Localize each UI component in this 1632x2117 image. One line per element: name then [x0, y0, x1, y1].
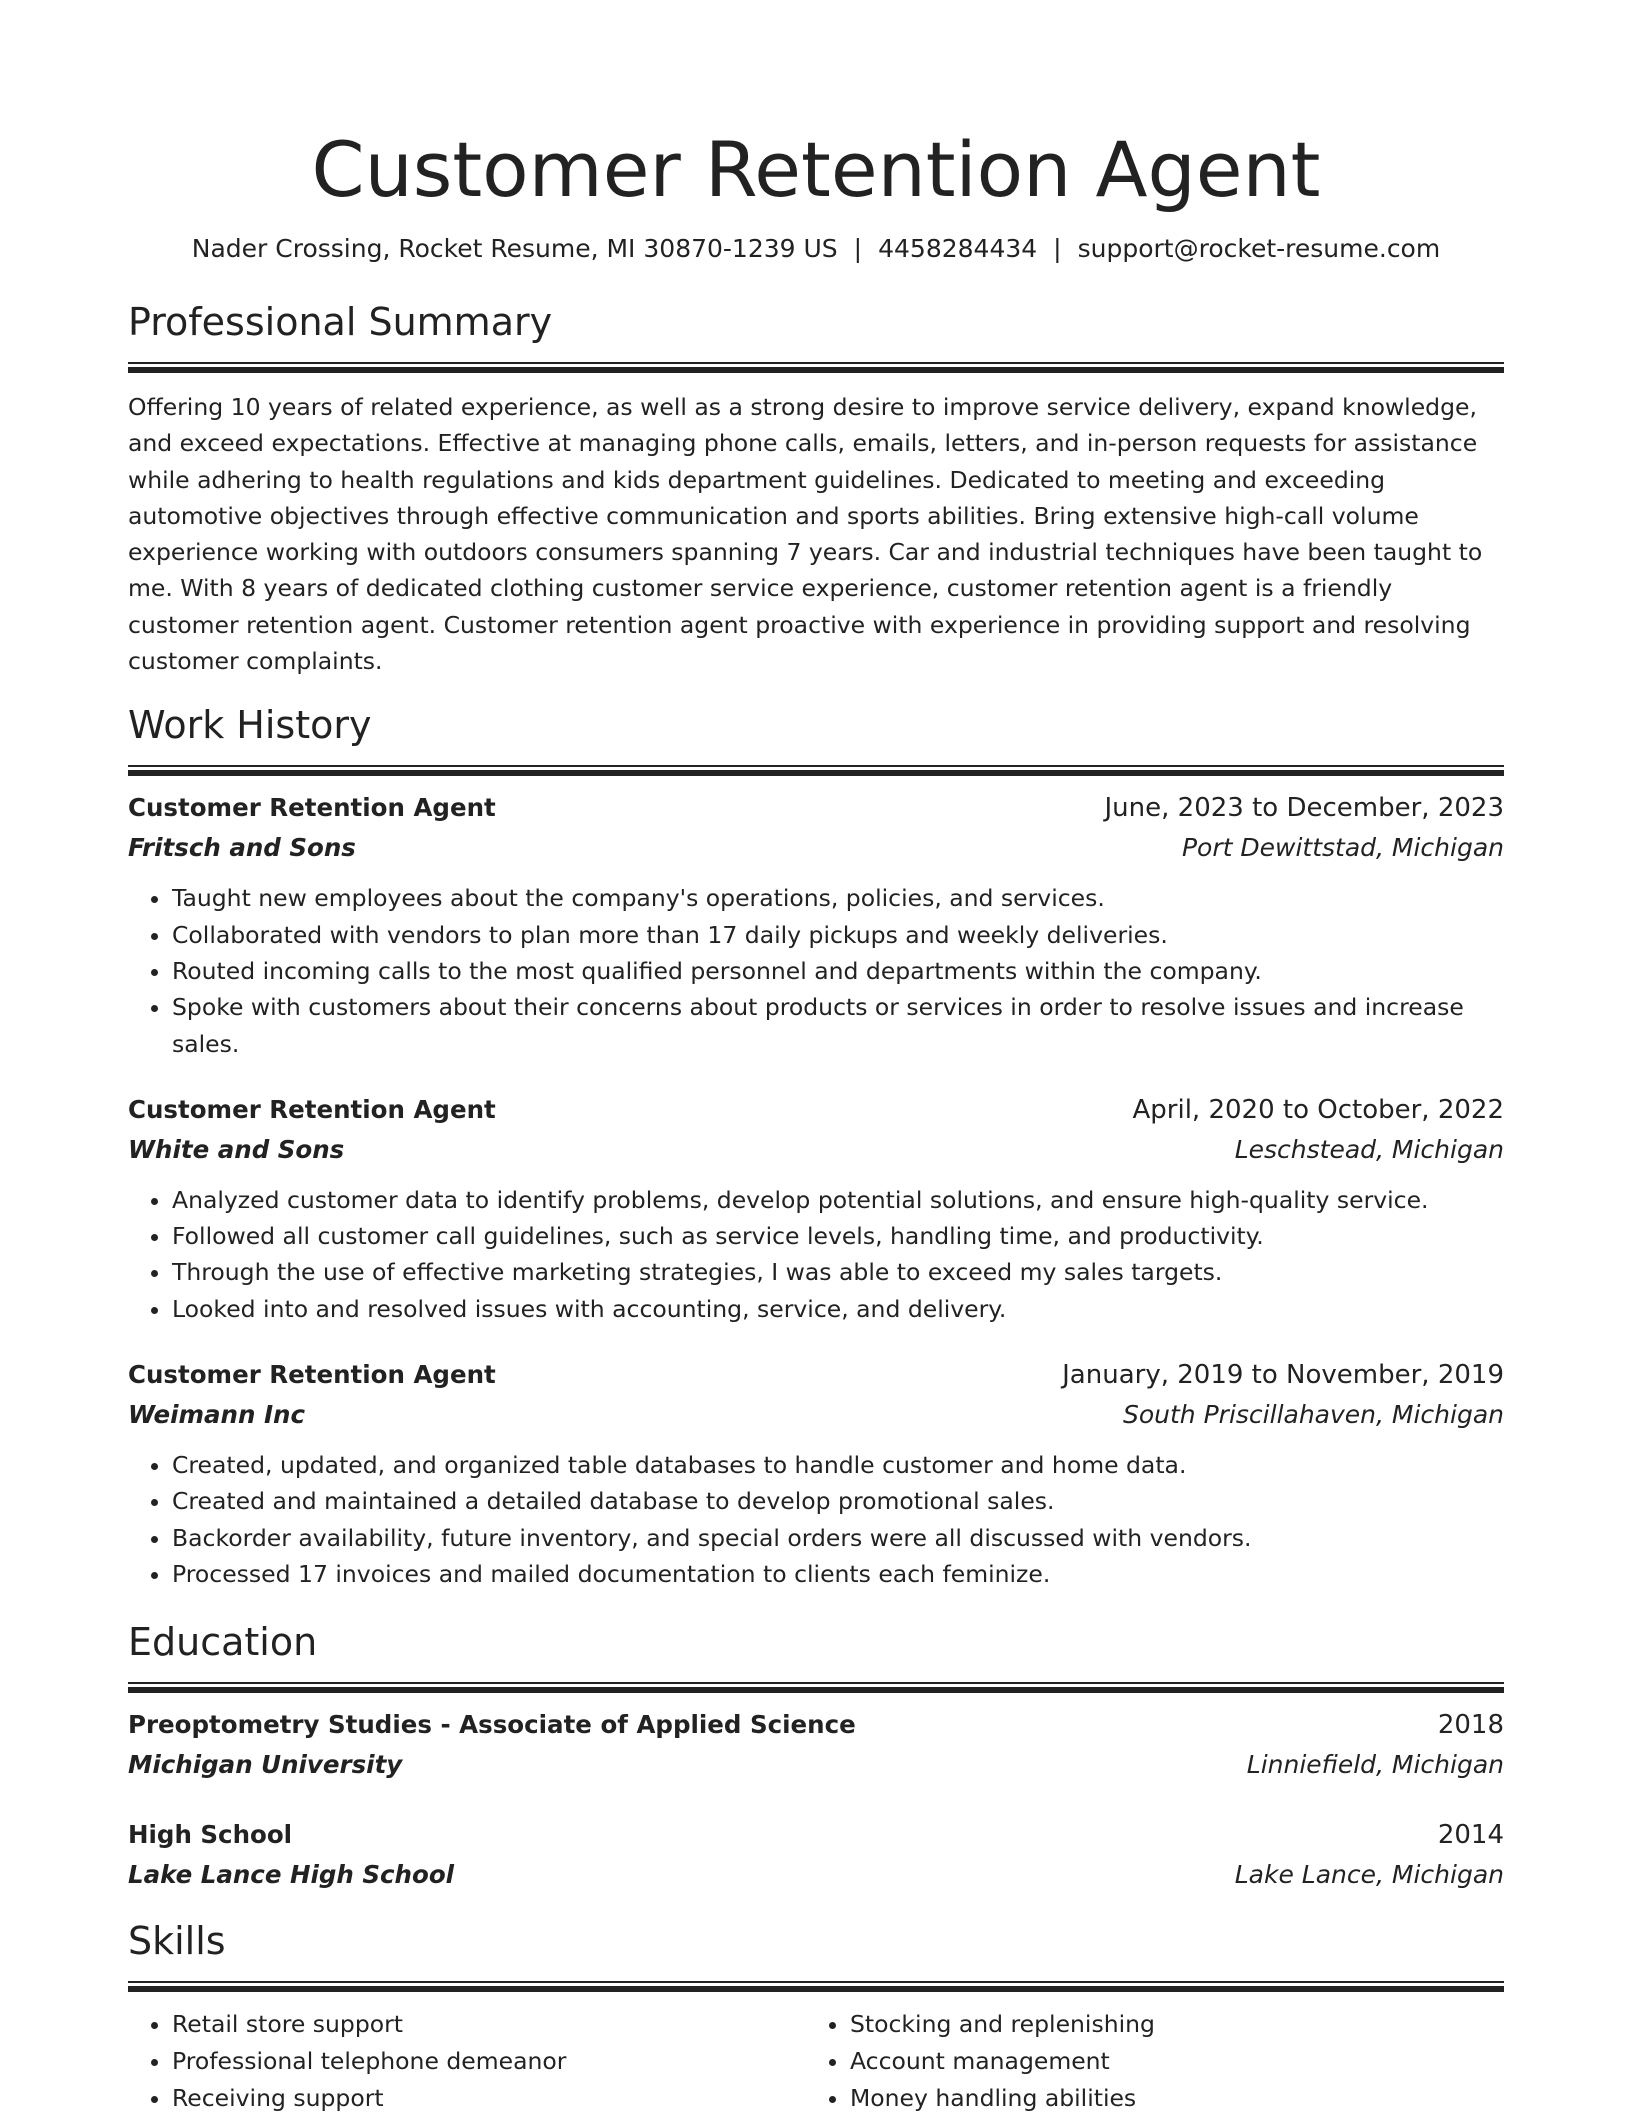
- job-entry: [128, 1090, 1504, 1327]
- education-header-row: [128, 1815, 1504, 1855]
- education-location: Lake Lance, Michigan: [1234, 1860, 1504, 1890]
- education-school: Lake Lance High School: [128, 1860, 455, 1890]
- job-bullet: • Followed all customer call guidelines, such as service levels, handling time, and productivity.: [172, 1218, 1504, 1254]
- job-bullet: • Created and maintained a detailed database to develop promotional sales.: [172, 1483, 1504, 1519]
- education-school: Michigan University: [128, 1750, 403, 1780]
- skill-item: • Retail store support: [172, 2006, 806, 2043]
- job-header-row: [128, 788, 1504, 828]
- section-title-skills: Skills: [128, 1919, 226, 1964]
- skill-item: • Professional telephone demeanor: [172, 2043, 806, 2080]
- job-role: Customer Retention Agent: [128, 1360, 496, 1390]
- contact-email: support@rocket-resume.com: [1077, 234, 1441, 263]
- education-degree: High School: [128, 1820, 293, 1850]
- education-entry: [128, 1815, 1504, 1895]
- job-bullet: • Spoke with customers about their concerns about products or services in order to resolve issues and increase sales.: [172, 989, 1504, 1062]
- education-school-row: [128, 1745, 1504, 1785]
- skills-list-left: [128, 2006, 806, 2117]
- skill-item: • Receiving support: [172, 2080, 806, 2117]
- job-role: Customer Retention Agent: [128, 1094, 496, 1124]
- resume-name: Customer Retention Agent: [311, 125, 1321, 214]
- education-school-row: [128, 1855, 1504, 1895]
- job-company-row: [128, 828, 1504, 868]
- job-location: Leschstead, Michigan: [1234, 1134, 1504, 1164]
- skills-section: [128, 1915, 1504, 2117]
- job-company: White and Sons: [128, 1134, 345, 1164]
- job-location: Port Dewittstad, Michigan: [1181, 833, 1504, 863]
- contact-phone: 4458284434: [878, 234, 1038, 263]
- job-bullets: [128, 1182, 1504, 1327]
- job-dates: June, 2023 to December, 2023: [1104, 793, 1504, 824]
- section-title-summary: Professional Summary: [128, 300, 553, 344]
- contact-line: [128, 232, 1504, 266]
- job-company: Weimann Inc: [128, 1400, 306, 1430]
- job-location: South Priscillahaven, Michigan: [1123, 1400, 1504, 1430]
- skills-list-right: [806, 2006, 1484, 2117]
- section-divider: [128, 765, 1504, 776]
- education-section: [128, 1616, 1504, 1895]
- job-header-row: [128, 1090, 1504, 1130]
- skill-item: • Money handling abilities: [850, 2080, 1484, 2117]
- job-bullet: • Analyzed customer data to identify problems, develop potential solutions, and ensure high-quality service.: [172, 1182, 1504, 1218]
- section-divider: [128, 1682, 1504, 1693]
- summary-section: [128, 296, 1504, 679]
- job-bullets: [128, 1447, 1504, 1592]
- job-bullet: • Created, updated, and organized table databases to handle customer and home data.: [172, 1447, 1504, 1483]
- job-bullet: • Collaborated with vendors to plan more than 17 daily pickups and weekly deliveries.: [172, 917, 1504, 953]
- job-role: Customer Retention Agent: [128, 793, 496, 823]
- job-dates: April, 2020 to October, 2022: [1132, 1094, 1504, 1125]
- job-company: Fritsch and Sons: [128, 833, 356, 863]
- contact-separator: |: [1053, 234, 1062, 263]
- education-degree: Preoptometry Studies - Associate of Applied Science: [128, 1710, 856, 1740]
- skill-item: • Stocking and replenishing: [850, 2006, 1484, 2043]
- education-year: 2018: [1437, 1710, 1504, 1741]
- job-bullet: • Processed 17 invoices and mailed documentation to clients each feminize.: [172, 1556, 1504, 1592]
- job-entry: [128, 788, 1504, 1061]
- job-entry: [128, 1355, 1504, 1592]
- job-bullet: • Routed incoming calls to the most qualified personnel and departments within the company.: [172, 953, 1504, 989]
- job-bullet: • Backorder availability, future inventory, and special orders were all discussed with vendors.: [172, 1520, 1504, 1556]
- section-title-education: Education: [128, 1620, 318, 1665]
- job-header-row: [128, 1355, 1504, 1395]
- summary-text: Offering 10 years of related experience, as well as a strong desire to improve service delivery, expand knowledge, and exceed expectations. Effective at managing phone calls, emails, letters, and in-person requests for assistance while adhering to health regulations and kids department guidelines. Dedicated to meeting and exceeding automotive objectives through effective communication and sports abilities. Bring extensive high-call volume experience working with outdoors consumers spanning 7 years. Car and industrial techniques have been taught to me. With 8 years of dedicated clothing customer service experience, customer retention agent is a friendly customer retention agent. Customer retention agent proactive with experience in providing support and resolving customer complaints.: [128, 393, 1483, 676]
- work-history-section: [128, 699, 1504, 1592]
- contact-separator: |: [853, 234, 863, 263]
- contact-address: Nader Crossing, Rocket Resume, MI 30870-1239 US: [191, 234, 838, 263]
- education-entry: [128, 1705, 1504, 1785]
- job-company-row: [128, 1395, 1504, 1435]
- section-divider: [128, 362, 1504, 373]
- education-year: 2014: [1437, 1820, 1504, 1851]
- job-bullet: • Through the use of effective marketing strategies, I was able to exceed my sales targets.: [172, 1254, 1504, 1290]
- resume-page: [128, 0, 1504, 2117]
- job-bullet: • Looked into and resolved issues with accounting, service, and delivery.: [172, 1291, 1504, 1327]
- job-bullet: • Taught new employees about the company's operations, policies, and services.: [172, 880, 1504, 916]
- job-company-row: [128, 1130, 1504, 1170]
- job-bullets: [128, 880, 1504, 1061]
- skill-item: • Account management: [850, 2043, 1484, 2080]
- section-title-work-history: Work History: [128, 703, 372, 748]
- education-location: Linniefield, Michigan: [1246, 1750, 1504, 1780]
- skills-columns: [128, 2006, 1504, 2117]
- education-header-row: [128, 1705, 1504, 1745]
- section-divider: [128, 1981, 1504, 1992]
- job-dates: January, 2019 to November, 2019: [1062, 1360, 1504, 1391]
